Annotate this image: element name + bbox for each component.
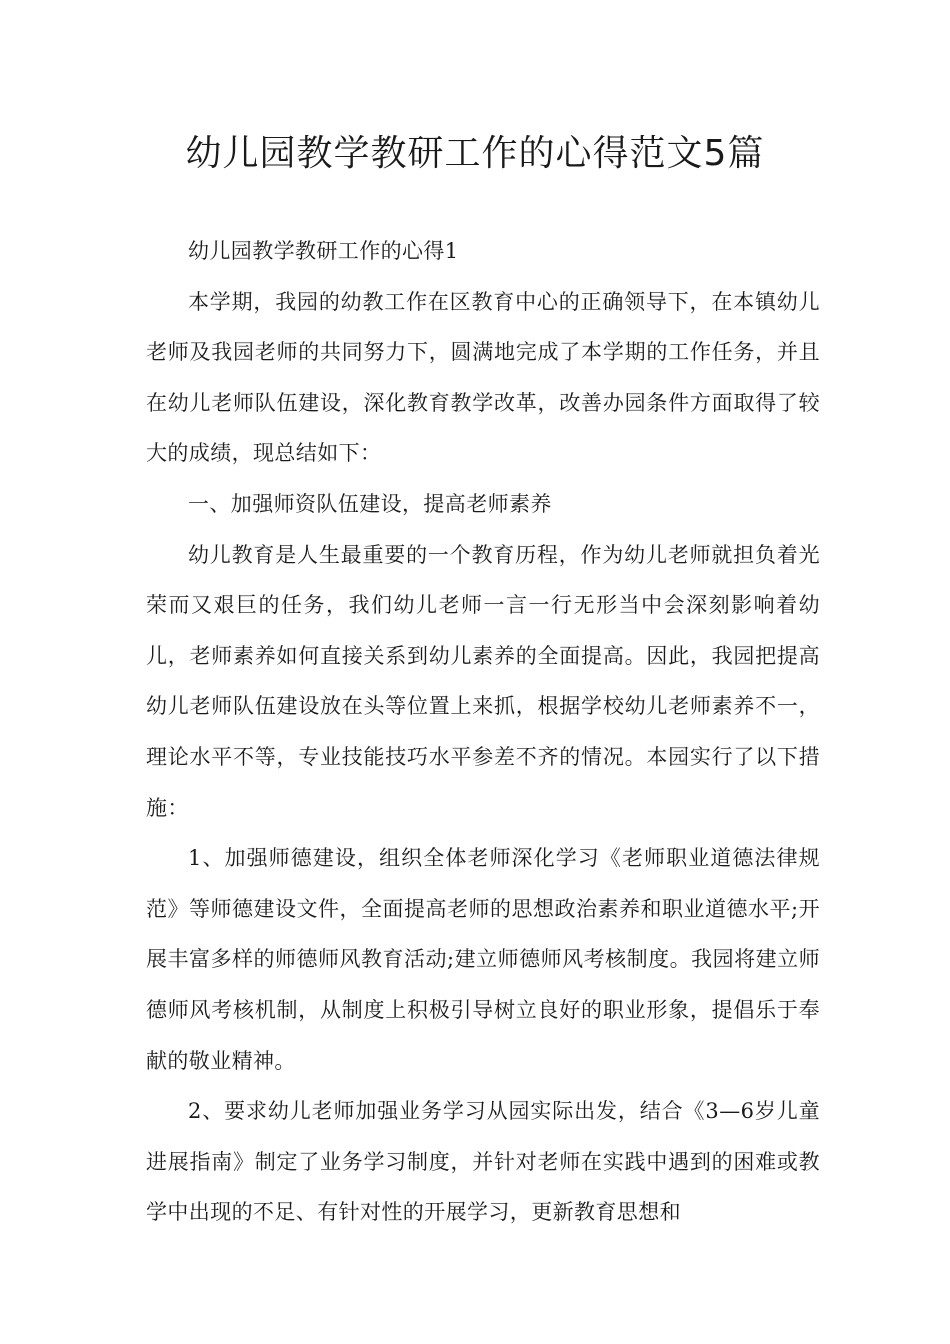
paragraph: 本学期，我园的幼教工作在区教育中心的正确领导下，在本镇幼儿老师及我园老师的共同努力下，圆满地完成了本学期的工作任务，并且在幼儿老师队伍建设，深化教育教学改革，改善办园条件方面取得了较大的成绩，现总结如下：: [146, 289, 820, 466]
document-title: 幼儿园教学教研工作的心得范文5篇: [185, 133, 765, 174]
paragraph: 幼儿教育是人生最重要的一个教育历程，作为幼儿老师就担负着光荣而又艰巨的任务，我们幼儿老师一言一行无形当中会深刻影响着幼儿，老师素养如何直接关系到幼儿素养的全面提高。因此，我园把提高幼儿老师队伍建设放在头等位置上来抓，根据学校幼儿老师素养不一，理论水平不等，专业技能技巧水平参差不齐的情况。本园实行了以下措施：: [146, 542, 820, 820]
paragraph: 2、要求幼儿老师加强业务学习从园实际出发，结合《3—6岁儿童进展指南》制定了业务学习制度，并针对老师在实践中遇到的困难或教学中出现的不足、有针对性的开展学习，更新教育思想和: [146, 1099, 820, 1225]
document-body: [146, 226, 820, 1238]
subsection-heading: 一、加强师资队伍建设，提高老师素养: [188, 491, 552, 516]
section-heading: 幼儿园教学教研工作的心得1: [188, 239, 459, 263]
paragraph: 1、加强师德建设，组织全体老师深化学习《老师职业道德法律规范》等师德建设文件，全面提高老师的思想政治素养和职业道德水平;开展丰富多样的师德师风教育活动;建立师德师风考核制度。我园将建立师德师风考核机制，从制度上积极引导树立良好的职业形象，提倡乐于奉献的敬业精神。: [146, 846, 820, 1073]
